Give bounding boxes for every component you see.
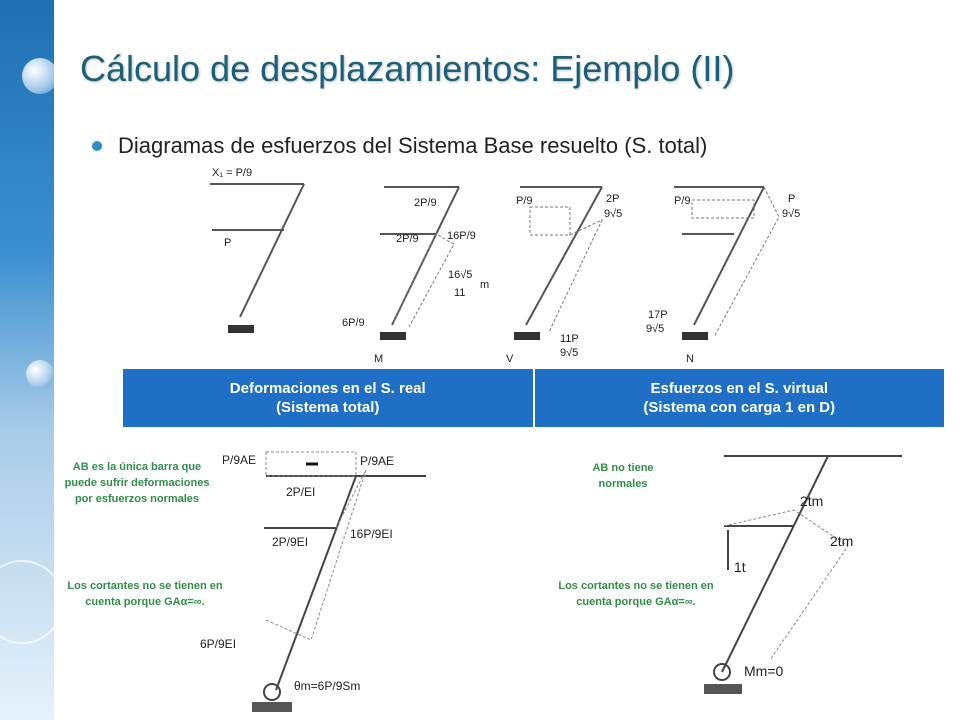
p-label: P <box>224 237 232 249</box>
decor-bubble <box>22 58 54 94</box>
m-label: m <box>480 279 490 291</box>
n-label: P <box>788 193 796 205</box>
diagram-name: V <box>506 353 514 365</box>
support-base <box>228 325 254 333</box>
curvature-outline <box>266 470 366 640</box>
comparison-table-header <box>122 368 945 428</box>
note-shear-right: Los cortantes no se tienen en cuenta porque GAα=∞. <box>558 580 714 608</box>
frame-column <box>526 187 602 325</box>
m-label: 2P/9 <box>396 233 419 245</box>
support-base <box>682 332 708 340</box>
frame-column <box>240 184 304 317</box>
hinge-support <box>264 684 280 700</box>
deformation-label: P/9AE <box>360 454 395 468</box>
deformation-label: 2P/9EI <box>272 535 309 549</box>
header-real-system <box>122 368 534 428</box>
frame-column <box>694 187 764 325</box>
moment-label: 2tm <box>830 533 854 549</box>
bullet-item <box>92 133 707 159</box>
n-label: 17P <box>648 309 668 321</box>
stress-diagrams-figure <box>204 162 812 368</box>
support-base <box>704 684 742 694</box>
n-label: P/9 <box>674 195 691 207</box>
note-ab-no-normals: AB no tiene normales <box>592 462 654 490</box>
moment-label: 2tm <box>800 493 824 509</box>
v-label: 2P <box>606 193 620 205</box>
m-label: 2P/9 <box>414 197 437 209</box>
support-base <box>252 702 292 712</box>
deformation-label: P/9AE <box>222 453 257 467</box>
header-line: Deformaciones en el S. real <box>229 380 426 397</box>
page-title: Cálculo de desplazamientos: Ejemplo (II) <box>80 48 735 89</box>
real-deformation-diagram <box>196 440 436 720</box>
shear-diagram-outline <box>530 207 570 235</box>
rotation-label: θm=6P/9Sm <box>294 679 361 693</box>
m-label: 16√5 <box>448 269 473 281</box>
v-label: 9√5 <box>560 347 579 359</box>
v-label: P/9 <box>516 195 533 207</box>
deformation-label: 2P/EI <box>286 485 316 499</box>
n-label: 9√5 <box>646 323 665 335</box>
moment-label: Mm=0 <box>744 663 784 679</box>
header-line: (Sistema total) <box>276 399 380 416</box>
normal-diagram-outline <box>714 187 779 337</box>
v-label: 11P <box>560 333 579 345</box>
header-line: Esfuerzos en el S. virtual <box>650 380 829 397</box>
header-line: (Sistema con carga 1 en D) <box>643 399 836 416</box>
note-shear-left: Los cortantes no se tienen en cuenta porque GAα=∞. <box>67 580 223 608</box>
left-decorative-band <box>0 0 54 720</box>
diagram-name: M <box>374 353 384 365</box>
header-virtual-system <box>534 368 946 428</box>
moment-diagram-outline <box>394 234 454 327</box>
frame-column <box>276 476 356 690</box>
v-label: 9√5 <box>604 208 623 220</box>
decor-bubble <box>26 360 54 388</box>
diagram-name: N <box>686 353 694 365</box>
load-label: 1t <box>734 559 746 575</box>
decor-bubble <box>0 560 54 644</box>
n-label: 9√5 <box>782 208 801 220</box>
m-label: 16P/9 <box>447 230 476 242</box>
support-base <box>514 332 540 340</box>
bullet-text: Diagramas de esfuerzos del Sistema Base resuelto (S. total) <box>118 133 708 158</box>
normal-diagram-outline <box>692 200 754 218</box>
bullet-dot <box>92 141 102 151</box>
x1-label: X₁ = P/9 <box>212 167 253 179</box>
m-label: 11 <box>454 287 466 299</box>
support-base <box>380 332 406 340</box>
virtual-system-diagram <box>690 440 910 715</box>
m-label: 6P/9 <box>342 317 365 329</box>
note-ab-only: AB es la única barra que puede sufrir deformaciones por esfuerzos normales <box>64 461 210 505</box>
deformation-label: 6P/9EI <box>200 637 237 651</box>
deformation-label: 16P/9EI <box>350 527 393 541</box>
